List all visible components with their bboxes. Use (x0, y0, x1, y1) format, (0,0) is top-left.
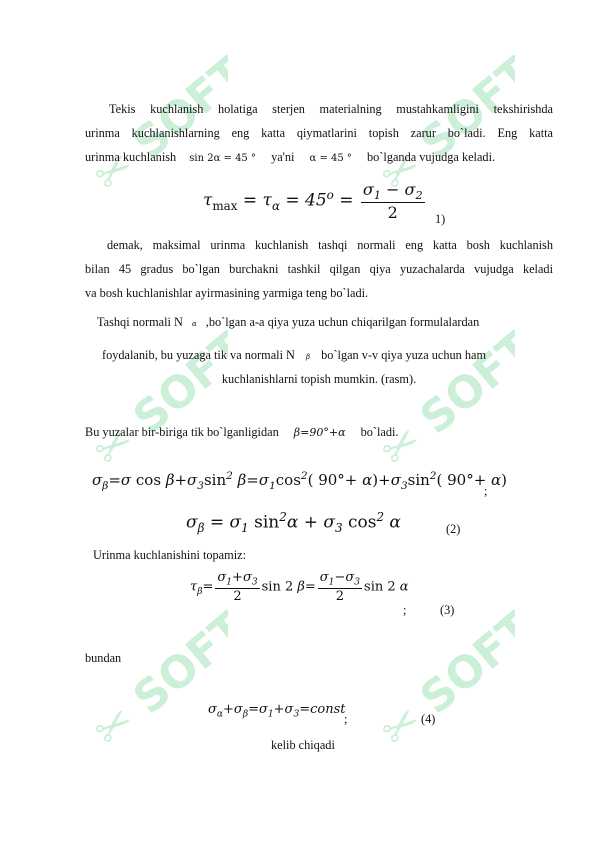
equation-4: $\sigma_\alpha+\sigma_\beta=\sigma_1+\sigma_3=const$ (208, 702, 346, 720)
equation-number: 1) (435, 212, 446, 226)
inline-equation: α = 45 ° (309, 153, 352, 164)
text-segment: Bu yuzalar bir-biriga tik bo`lganligidan (85, 425, 279, 439)
paragraph-normals (97, 310, 547, 336)
svg-text:✂ SOFT: ✂ SOFT (370, 330, 515, 478)
text-line: kuchlanishlarni topish mumkin. (rasm). (221, 372, 417, 386)
paragraph-intro (85, 97, 553, 171)
text-segment: foydalanib, bu yuzaga tik va normali N (102, 348, 295, 362)
text-line (85, 145, 553, 171)
svg-text:✂ SOFT: ✂ SOFT (83, 55, 228, 203)
text-line (97, 310, 547, 336)
svg-text:✂ SOFT: ✂ SOFT (83, 330, 228, 478)
svg-text:✂ SOFT: ✂ SOFT (370, 55, 515, 203)
text-line: bilan 45 gradus bo`lgan burchakni tashkil qilgan qiya yuzachalarda vujudga keladi (85, 262, 553, 276)
svg-text:✂ SOFT: ✂ SOFT (83, 610, 228, 758)
equation-separator: ; (484, 484, 488, 498)
text-segment: ya'ni (271, 150, 295, 164)
equation-number: (2) (446, 522, 461, 536)
equation-separator: ; (403, 603, 407, 617)
inline-equation: sin 2α = 45 ° (189, 153, 256, 164)
equation-number: (4) (421, 712, 436, 726)
text-segment: urinma kuchlanish (85, 150, 177, 164)
equation-2b: $\sigma_\beta = \sigma_1$ $\sin^2\alpha + \sigma_3$ $\cos^2 \alpha$ (186, 510, 401, 536)
text-line: demak, maksimal urinma kuchlanish tashqi normali eng katta bosh kuchlanish (107, 238, 553, 252)
beta-symbol: β (306, 353, 311, 361)
text-segment: ,bo`lgan a-a qiya yuza uchun chiqarilgan formulalardan (205, 315, 480, 329)
equation-2a: $\sigma_\beta=\sigma$ $\cos \beta+\sigma_3\sin^2$ $\beta=\sigma_1\cos^2$( $90^\circ+ \alpha)+\sigma_3\sin^2$( 90°+ α) (92, 470, 508, 492)
text-line: Urinma kuchlanishini topamiz: (93, 548, 246, 562)
text-segment: Tashqi normali N (97, 315, 183, 329)
text-segment: bo`lganda vujudga keladi. (367, 150, 496, 164)
svg-text:✂ SOFT: ✂ SOFT (370, 610, 515, 758)
watermark-logo-icon (78, 610, 228, 790)
inline-equation: β=90°+α (293, 426, 346, 439)
alpha-symbol: α (191, 320, 197, 328)
text-line: kelib chiqadi (271, 738, 335, 752)
equation-3: $\tau_\beta=$ $\frac{\sigma_1+\sigma_3}{2}$ sin 2 β= $\frac{\sigma_1-\sigma_3}{2}$ sin 2 α (190, 570, 409, 604)
text-line: bundan (85, 651, 122, 665)
equation-1: $\tau_{max} = \tau_\alpha = 45^o$ = $\frac{\sigma_1 - \sigma_2}{2}$ (203, 180, 423, 223)
equation-separator: ; (344, 712, 348, 726)
paragraph-normals-cont (102, 343, 552, 369)
paragraph-perpendicular (85, 420, 553, 445)
text-line: urinma kuchlanishlarning eng katta qiymatlarini topish zarur bo`ladi. Eng katta (85, 126, 553, 140)
text-segment: bo`ladi. (360, 425, 399, 439)
text-line: va bosh kuchlanishlar ayirmasining yarmiga teng bo`ladi. (85, 286, 369, 300)
text-line (102, 343, 552, 369)
equation-number: (3) (440, 603, 455, 617)
text-line: Tekis kuchlanish holatiga sterjen materialning mustahkamligini tekshirishda (109, 102, 553, 116)
watermark-logo-icon (365, 610, 515, 790)
text-segment: bo`lgan v-v qiya yuza uchun ham (321, 348, 487, 362)
paragraph-explanation (85, 233, 553, 305)
